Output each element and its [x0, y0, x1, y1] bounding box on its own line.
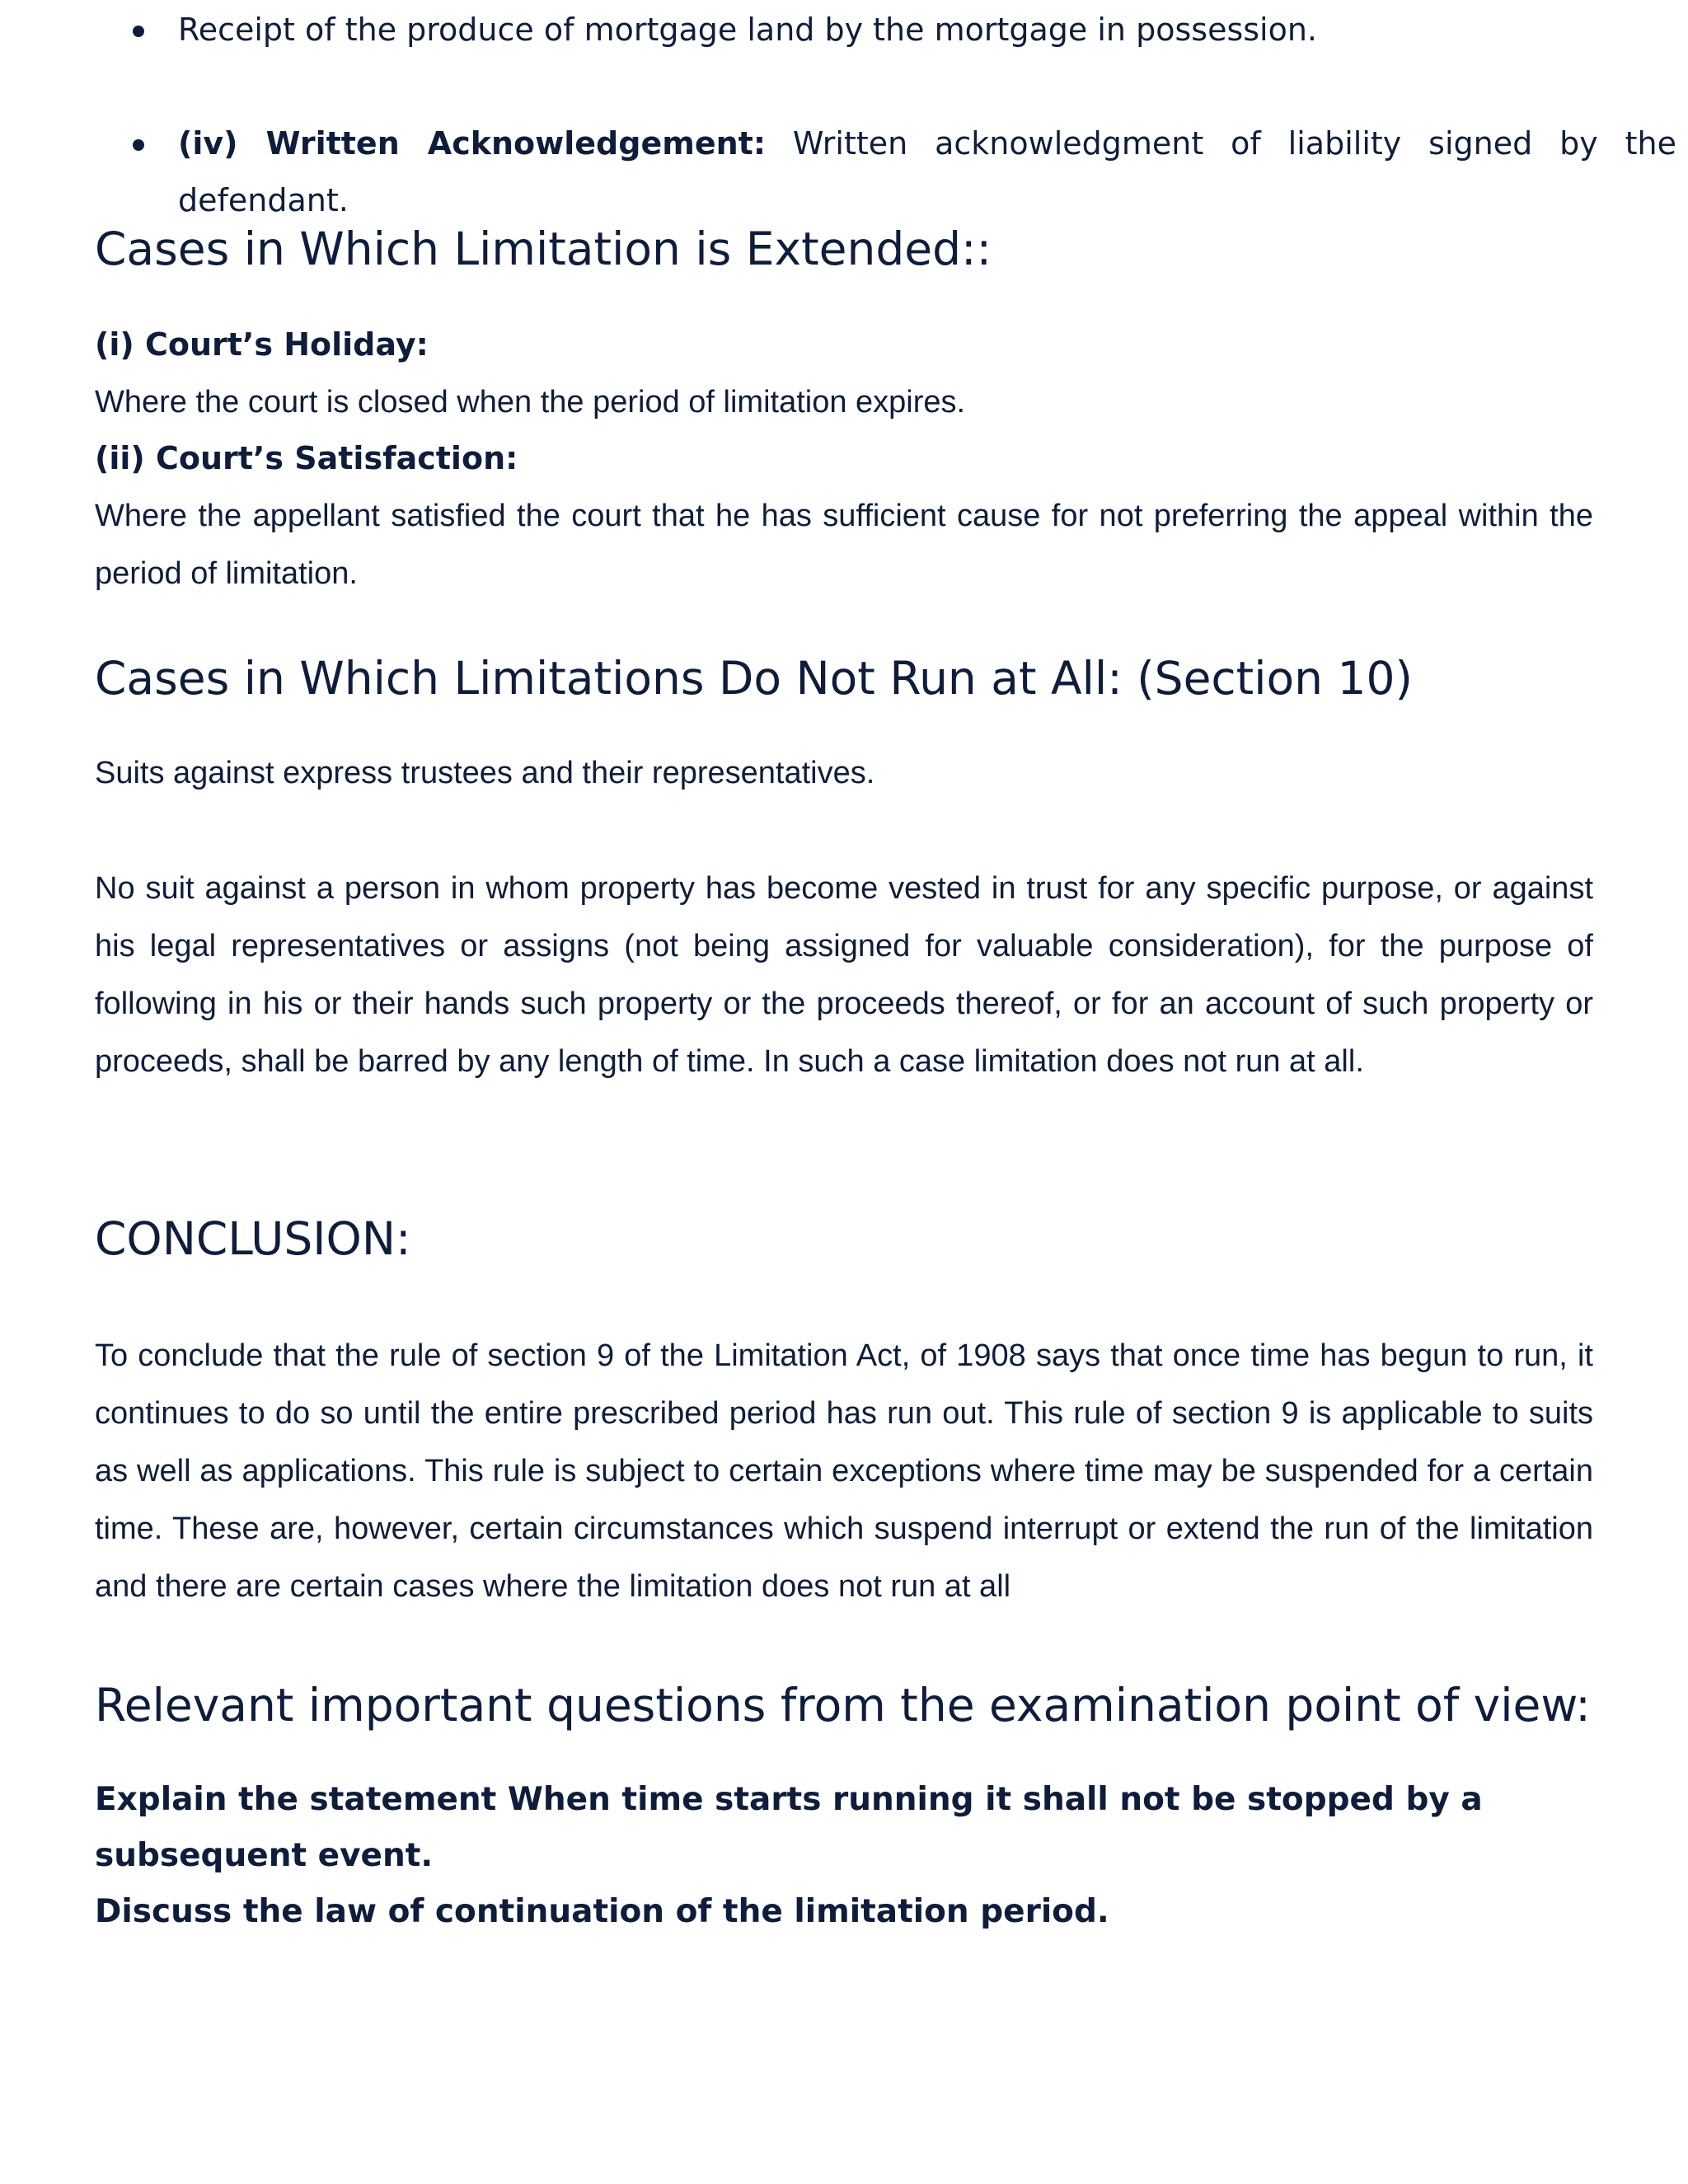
- question-item-2: Discuss the law of continuation of the limitation period.: [95, 1893, 1109, 1930]
- bullet-text: Receipt of the produce of mortgage land by the mortgage in possession.: [178, 12, 1318, 48]
- paragraph-no-suit-against: No suit against a person in whom property has become vested in trust for any specific purpose, or against his legal representatives or assigns (not being assigned for valuable consideration), for the purpose of following in his or their hands such property or the proceeds thereof, or for an account of such property or proceeds, shall be barred by any length of time. In such a case limitation does not run at all.: [95, 871, 1593, 1079]
- question-item-1: Explain the statement When time starts running it shall not be stopped by a subsequent event.: [95, 1781, 1483, 1874]
- section-heading-not-run: Cases in Which Limitations Do Not Run at All: (Section 10): [95, 652, 1413, 705]
- paragraph-courts-holiday: Where the court is closed when the period of limitation expires.: [95, 385, 966, 419]
- bullet-text: Written acknowledgment of liability signed by the defendant.: [178, 125, 1676, 218]
- bullet-label: (iv) Written Acknowledgement:: [178, 125, 767, 162]
- paragraph-express-trustees: Suits against express trustees and their representatives.: [95, 756, 875, 790]
- subheading-courts-satisfaction: (ii) Court’s Satisfaction:: [95, 440, 518, 476]
- subheading-courts-holiday: (i) Court’s Holiday:: [95, 326, 429, 363]
- paragraph-conclusion: To conclude that the rule of section 9 of the Limitation Act, of 1908 says that once time has begun to run, it continues to do so until the entire prescribed period has run out. This rule of section 9 is applicable to suits as well as applications. This rule is subject to certain exceptions where time may be suspended for a certain time. These are, however, certain circumstances which suspend interrupt or extend the run of the limitation and there are certain cases where the limitation does not run at all: [95, 1338, 1593, 1604]
- bullet-list: [95, 0, 1676, 218]
- section-heading-extended: Cases in Which Limitation is Extended::: [95, 223, 992, 275]
- bullet-item-receipt-of-produce: [95, 2, 1676, 59]
- section-heading-questions: Relevant important questions from the examination point of view:: [95, 1679, 1591, 1732]
- paragraph-courts-satisfaction: Where the appellant satisfied the court that he has sufficient cause for not preferring the appeal within the period of limitation.: [95, 499, 1593, 591]
- bullet-item-written-acknowledgement: [95, 115, 1676, 229]
- section-heading-conclusion: CONCLUSION:: [95, 1212, 411, 1265]
